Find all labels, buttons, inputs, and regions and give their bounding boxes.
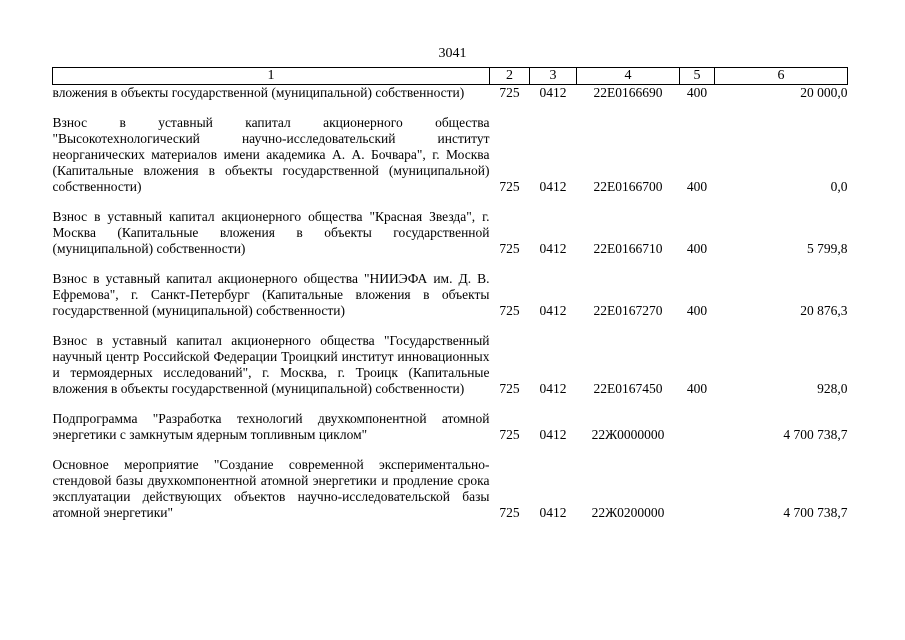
table-row [53,271,848,319]
header-cell: 3 [530,68,577,85]
row-target-code: 22Ж0200000 [591,505,665,520]
table-row [53,411,848,443]
row-section-code: 0412 [539,427,567,442]
row-amount: 4 700 738,7 [783,505,848,520]
row-description: Взнос в уставный капитал акционерного общества "Красная Звезда", г. Москва (Капитальные вложения в объекты государственной (муниципальной) собственности) [52,209,490,256]
row-description: Взнос в уставный капитал акционерного общества "Государственный научный центр Российской Федерации Троицкий институт инновационных и термоядерных исследований", г. Москва, г. Троицк (Капитальные вложения в объекты государственной (муниципальной) собственности) [52,333,490,396]
row-section-code: 0412 [539,85,567,100]
table-row [53,115,848,195]
header-cell: 5 [680,68,715,85]
row-amount: 5 799,8 [807,241,848,256]
row-description: Взнос в уставный капитал акционерного общества "Высокотехнологический научно-исследовательский институт неорганических материалов имени академика А. А. Бочвара", г. Москва (Капитальные вложения в объекты государственной (муниципальной) собственности) [52,115,490,194]
row-target-code: 22Е0166690 [593,85,663,100]
header-cell: 6 [715,68,848,85]
table-row [53,209,848,257]
budget-table [52,67,848,521]
row-description: Подпрограмма "Разработка технологий двухкомпонентной атомной энергетики с замкнутым ядерным топливным циклом" [52,411,490,442]
row-expense-type: 400 [686,179,708,194]
row-target-code: 22Е0167450 [593,381,663,396]
row-expense-type [680,411,715,443]
row-description: Основное мероприятие "Создание современной экспериментально-стендовой базы двухкомпонентной атомной энергетики и продление срока эксплуатации действующих объектов научно-исследовательской базы атомной энергетики" [52,457,490,520]
row-amount: 0,0 [830,179,848,194]
header-cell: 4 [577,68,680,85]
row-ministry-code: 725 [499,85,520,100]
row-target-code: 22Е0166700 [593,179,663,194]
row-amount: 20 876,3 [800,303,848,318]
row-ministry-code: 725 [499,505,520,520]
row-section-code: 0412 [539,179,567,194]
row-amount: 928,0 [817,381,848,396]
row-target-code: 22Е0167270 [593,303,663,318]
row-ministry-code: 725 [499,303,520,318]
page-number: 3041 [438,46,467,61]
row-section-code: 0412 [539,241,567,256]
row-section-code: 0412 [539,381,567,396]
header-cell: 1 [53,68,490,85]
row-section-code: 0412 [539,505,567,520]
row-amount: 4 700 738,7 [783,427,848,442]
row-description: вложения в объекты государственной (муниципальной) собственности) [52,85,465,100]
row-expense-type: 400 [686,85,708,100]
row-expense-type: 400 [686,303,708,318]
row-expense-type: 400 [686,241,708,256]
row-target-code: 22Ж0000000 [591,427,665,442]
row-section-code: 0412 [539,303,567,318]
table-row [53,333,848,397]
header-cell: 2 [490,68,530,85]
row-expense-type: 400 [686,381,708,396]
row-ministry-code: 725 [499,427,520,442]
table-row [53,85,848,102]
header-row [53,68,848,85]
row-ministry-code: 725 [499,381,520,396]
row-target-code: 22Е0166710 [593,241,663,256]
row-ministry-code: 725 [499,241,520,256]
table-row [53,457,848,521]
row-ministry-code: 725 [499,179,520,194]
row-amount: 20 000,0 [800,85,848,100]
row-expense-type [680,457,715,521]
row-description: Взнос в уставный капитал акционерного общества "НИИЭФА им. Д. В. Ефремова", г. Санкт-Петербург (Капитальные вложения в объекты государственной (муниципальной) собственности) [52,271,490,318]
